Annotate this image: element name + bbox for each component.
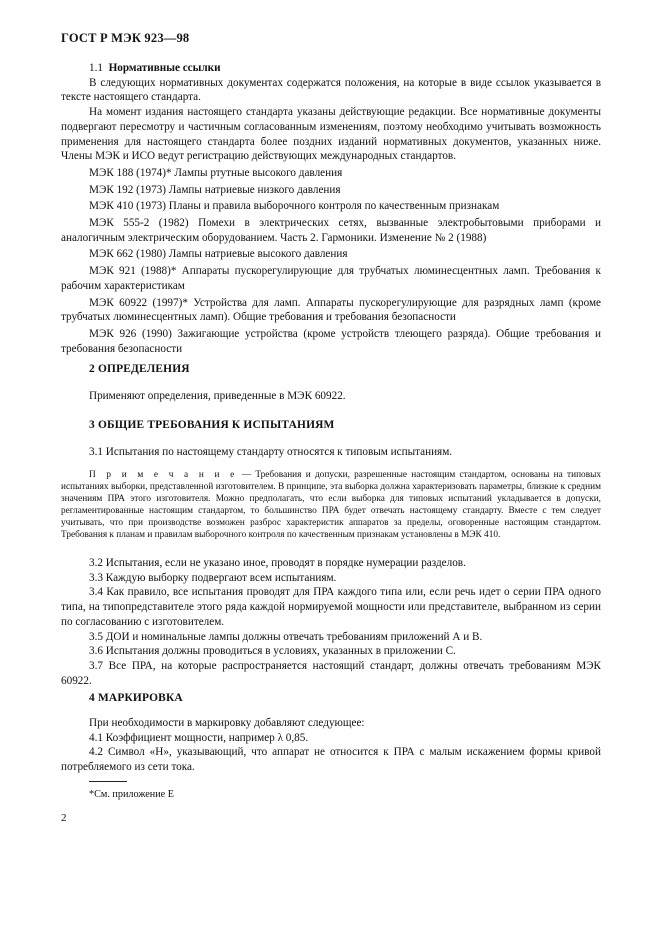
- section-marking-body: [61, 716, 601, 775]
- reference-item: МЭК 410 (1973) Планы и правила выборочного контроля по качественным признакам: [89, 200, 500, 213]
- reference-item: МЭК 188 (1974)* Лампы ртутные высокого давления: [89, 166, 343, 179]
- section-definitions: [61, 362, 601, 377]
- paragraph: В следующих нормативных документах содержатся положения, на которые в виде ссылок указывается в тексте настоящего стандарта.: [61, 76, 601, 104]
- list-item: 3.4 Как правило, все испытания проводят для ПРА каждого типа или, если речь идет о серии ПРА одного типа, на типопредставителе этого ряда каждой нормируемой мощности или представителе, выбранном из серии по согласованию с изготовителем.: [61, 586, 601, 628]
- reference-item: МЭК 662 (1980) Лампы натриевые высокого давления: [89, 248, 348, 261]
- section-title: Нормативные ссылки: [108, 62, 221, 74]
- footnote-divider: [89, 781, 127, 782]
- section-heading: 4 МАРКИРОВКА: [89, 692, 183, 704]
- note: [61, 469, 601, 542]
- note-text: — Требования и допуски, разрешенные настоящим стандартом, основаны на типовых испытаниях выборки, представленной изготовителем. В принципе, эта выборка должна характеризовать параметры, близкие к средним значениям ПРА этого изготовителя. Можно предполагать, что если выборка для типовых испытаний укладывается в допуски, регламентированные настоящим стандартом, то большинство ПРА будет отвечать настоящему стандарту. Вместе с тем следует учитывать, что при производстве возможен разброс характеристик аппаратов за пределы, оговоренные настоящим стандартом. Требования к планам и правилам выборочного контроля по качественным признакам установлены в МЭК 410.: [61, 470, 601, 541]
- list-item: 3.2 Испытания, если не указано иное, проводят в порядке нумерации разделов.: [89, 557, 466, 569]
- section-normative-references: [61, 61, 601, 356]
- note-block: [61, 469, 601, 542]
- reference-item: МЭК 60922 (1997)* Устройства для ламп. Аппараты пускорегулирующие для разрядных ламп (кроме трубчатых люминесцентных ламп). Общие требования и требования безопасности: [61, 296, 601, 324]
- note-label: П р и м е ч а н и е: [89, 470, 238, 480]
- reference-item: МЭК 921 (1988)* Аппараты пускорегулирующие для трубчатых люминесцентных ламп. Требования к рабочим характеристикам: [61, 265, 601, 292]
- list-item: 4.2 Символ «Н», указывающий, что аппарат не относится к ПРА с малым искажением формы кривой потребляемого из сети тока.: [61, 746, 601, 774]
- section-heading: 2 ОПРЕДЕЛЕНИЯ: [89, 363, 190, 375]
- footnote: *См. приложение Е: [89, 789, 174, 800]
- document-header: ГОСТ Р МЭК 923—98: [61, 31, 190, 45]
- section-heading: [61, 61, 601, 76]
- section-definitions-body: [61, 389, 601, 404]
- section-general-body: [61, 445, 601, 460]
- reference-item: МЭК 555-2 (1982) Помехи в электрических сетях, вызванные электробытовыми приборами и аналогичным электрическим оборудованием. Часть 2. Гармоники. Изменение № 2 (1988): [61, 217, 601, 244]
- paragraph: На момент издания настоящего стандарта указаны действующие редакции. Все нормативные документы подвергают пересмотру и частичным согласованным изменениям, поэтому необходимо учитывать возможность применения для настоящего стандарта более поздних изданий нормативных документов, указанных ниже. Члены МЭК и ИСО ведут регистрацию действующих международных стандартов.: [61, 106, 601, 163]
- reference-item: МЭК 926 (1990) Зажигающие устройства (кроме устройств тлеющего разряда). Общие требования и требования безопасности: [61, 327, 601, 355]
- page-number: 2: [61, 812, 67, 824]
- paragraph: Применяют определения, приведенные в МЭК 60922.: [89, 390, 346, 402]
- list-item: 3.7 Все ПРА, на которые распространяется настоящий стандарт, должны отвечать требованиям МЭК 60922.: [61, 659, 601, 687]
- list-item: 3.3 Каждую выборку подвергают всем испытаниям.: [89, 571, 337, 584]
- section-general-items: [61, 556, 601, 688]
- list-item: 3.5 ДОИ и номинальные лампы должны отвечать требованиям приложений А и В.: [89, 630, 483, 643]
- section-marking: [61, 691, 601, 706]
- paragraph: 3.1 Испытания по настоящему стандарту относятся к типовым испытаниям.: [89, 446, 453, 458]
- list-item: 4.1 Коэффициент мощности, например λ 0,85.: [89, 731, 309, 744]
- list-item: При необходимости в маркировку добавляют следующее:: [89, 717, 365, 729]
- section-general-requirements: [61, 418, 601, 433]
- reference-item: МЭК 192 (1973) Лампы натриевые низкого давления: [89, 183, 341, 196]
- list-item: 3.6 Испытания должны проводиться в условиях, указанных в приложении С.: [89, 645, 456, 658]
- section-number: 1.1: [89, 62, 103, 74]
- section-heading: 3 ОБЩИЕ ТРЕБОВАНИЯ К ИСПЫТАНИЯМ: [89, 419, 335, 431]
